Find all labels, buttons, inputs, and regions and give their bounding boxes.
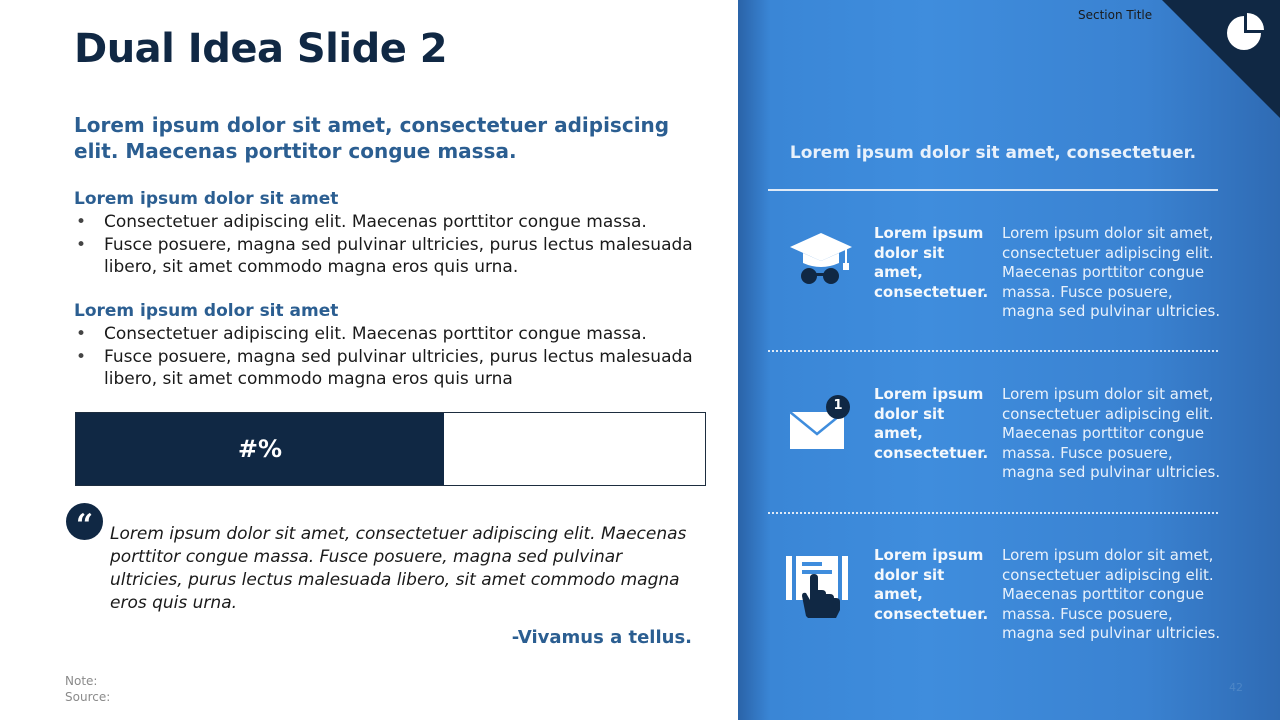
progress-bar-fill	[76, 413, 444, 485]
right-heading: Lorem ipsum dolor sit amet, consectetuer.	[789, 143, 1197, 163]
bullet-marker: •	[75, 234, 87, 255]
page-number: 42	[1229, 681, 1243, 694]
bullet-list	[74, 323, 714, 391]
bullet-marker: •	[75, 324, 87, 344]
item-description: Lorem ipsum dolor sit amet, consectetuer adipiscing elit. Maecenas porttitor congue massa. Fusce posuere, magna sed pulvinar ultricies.	[1002, 385, 1221, 481]
text-section-2	[74, 300, 714, 391]
text-section-1	[74, 188, 714, 279]
source-label: Source:	[65, 690, 111, 704]
item-label: Lorem ipsum dolor sit amet, consectetuer.	[874, 546, 989, 623]
item-label: Lorem ipsum dolor sit amet, consectetuer.	[874, 224, 989, 301]
section-title: Section Title	[1078, 8, 1153, 22]
item-description: Lorem ipsum dolor sit amet, consectetuer adipiscing elit. Maecenas porttitor congue massa. Fusce posuere, magna sed pulvinar ultricies.	[1002, 546, 1221, 642]
quote-author: -Vivamus a tellus.	[511, 627, 692, 648]
section-heading: Lorem ipsum dolor sit amet	[74, 189, 339, 209]
item-label: Lorem ipsum dolor sit amet, consectetuer.	[874, 385, 989, 462]
dotted-divider	[768, 350, 1218, 352]
touch-document-icon	[786, 556, 850, 620]
pie-chart-icon	[1224, 12, 1266, 54]
list-item	[74, 234, 714, 279]
bullet-marker: •	[75, 212, 87, 232]
bullet-text: Fusce posuere, magna sed pulvinar ultricies, purus lectus malesuada libero, sit amet commodo magna eros quis urna	[104, 346, 693, 389]
quote-icon: “	[66, 503, 103, 540]
list-item	[74, 323, 714, 346]
slide-subtitle: Lorem ipsum dolor sit amet, consectetuer adipiscing elit. Maecenas porttitor congue massa.	[74, 113, 670, 163]
bullet-text: Fusce posuere, magna sed pulvinar ultricies, purus lectus malesuada libero, sit amet commodo magna eros quis urna.	[104, 234, 693, 277]
quote-text: Lorem ipsum dolor sit amet, consectetuer adipiscing elit. Maecenas porttitor congue massa. Fusce posuere, magna sed pulvinar ultricies, purus lectus malesuada libero, sit amet commodo magna eros quis urna.	[110, 524, 687, 613]
progress-label: #%	[237, 435, 283, 463]
graduation-icon	[788, 231, 854, 287]
divider	[768, 189, 1218, 191]
bullet-text: Consectetuer adipiscing elit. Maecenas porttitor congue massa.	[104, 212, 647, 232]
list-item	[74, 211, 714, 234]
bullet-text: Consectetuer adipiscing elit. Maecenas porttitor congue massa.	[104, 324, 647, 344]
dotted-divider	[768, 512, 1218, 514]
item-description: Lorem ipsum dolor sit amet, consectetuer adipiscing elit. Maecenas porttitor congue massa. Fusce posuere, magna sed pulvinar ultricies.	[1002, 224, 1221, 320]
notification-badge: 1	[833, 398, 843, 413]
bullet-list	[74, 211, 714, 279]
list-item	[74, 346, 714, 391]
progress-bar	[75, 412, 706, 486]
slide-title: Dual Idea Slide 2	[74, 26, 448, 72]
section-heading: Lorem ipsum dolor sit amet	[74, 301, 339, 321]
bullet-marker: •	[75, 346, 87, 367]
note-label: Note:	[65, 674, 98, 688]
